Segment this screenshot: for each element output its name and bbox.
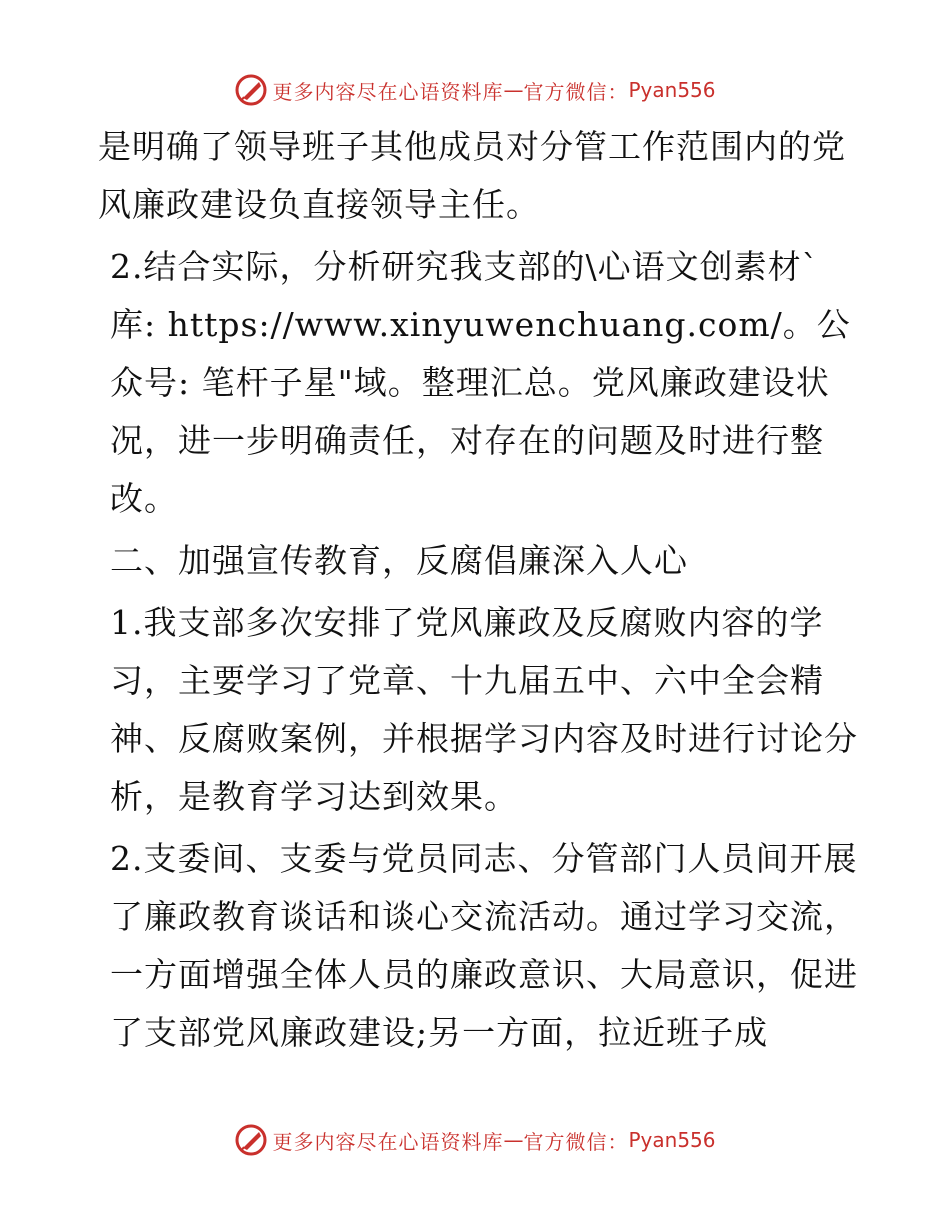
paragraph-continuation: 是明确了领导班子其他成员对分管工作范围内的党风廉政建设负直接领导主任。: [98, 127, 846, 224]
paragraph-section2-item-1: 1.我支部多次安排了党风廉政及反腐败内容的学习，主要学习了党章、十九届五中、六中全会精神、反腐败案例，并根据学习内容及时进行讨论分析，是教育学习达到效果。: [110, 603, 858, 816]
banner-wechat-id: Pyan556: [628, 78, 716, 102]
banner-site-text: 更多内容尽在心语资料库: [272, 79, 504, 104]
quill-logo-icon: [234, 1123, 268, 1157]
banner-dash: —: [503, 1128, 524, 1152]
header-watermark-banner: [0, 70, 950, 110]
footer-watermark-banner: [0, 1120, 950, 1160]
paragraph-item-2: 2.结合实际，分析研究我支部的\心语文创素材`库: https://www.xinyuwenchuang.com/。公众号: 笔杆子星"域。整理汇总。党风廉政建设状况，进一步明确责任，对存在的问题及时进行整改。: [110, 247, 851, 518]
banner-dash: —: [503, 78, 524, 102]
quill-logo-icon: [234, 73, 268, 107]
banner-site-text: 更多内容尽在心语资料库: [272, 1129, 504, 1154]
banner-wechat-label: 官方微信：: [523, 79, 629, 104]
banner-wechat-id: Pyan556: [628, 1128, 716, 1152]
banner-wechat-label: 官方微信：: [523, 1129, 629, 1154]
paragraph-section2-item-2: 2.支委间、支委与党员同志、分管部门人员间开展了廉政教育谈话和谈心交流活动。通过学习交流，一方面增强全体人员的廉政意识、大局意识，促进了支部党风廉政建设;另一方面，拉近班子成: [110, 839, 858, 1052]
document-body: [98, 118, 858, 1066]
section-heading-2: 二、加强宣传教育，反腐倡廉深入人心: [110, 541, 688, 580]
